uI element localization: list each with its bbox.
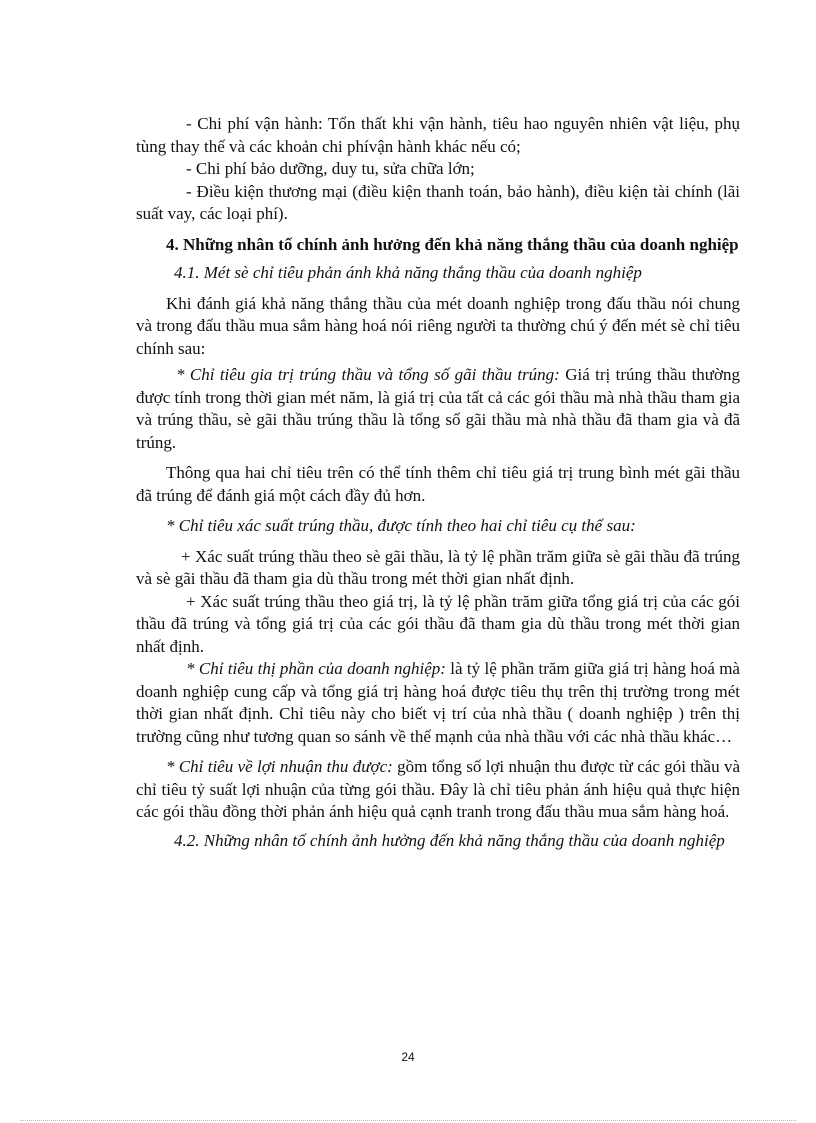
- paragraph-probability-by-value: + Xác suất trúng thầu theo giá trị, là tỷ lệ phần trăm giữa tổng giá trị của các gói thầu đã trúng và tổng giá trị của các gói thầu đã tham gia dù thầu trong mét thời gian nhất định.: [136, 591, 740, 656]
- paragraph-maintenance-cost: - Chi phí bảo dưỡng, duy tu, sửa chữa lớn;: [186, 159, 475, 178]
- paragraph-probability-heading: * Chỉ tiêu xác suất trúng thầu, được tính theo hai chỉ tiêu cụ thể sau:: [166, 516, 636, 535]
- criterion-label-market-share: * Chỉ tiêu thị phần của doanh nghiệp:: [186, 659, 446, 678]
- criterion-text-winning-value: Giá trị trúng thầu thường được tính trong thời gian mét năm, là giá trị của tất cả các gói thầu mà nhà thầu tham gia và trúng thầu, sè gãi thầu trúng thầu là tổng số gãi thầu mà nhà thầu đã tham gia và đã trúng.: [136, 365, 740, 452]
- paragraph-operating-cost: - Chi phí vận hành: Tổn thất khi vận hành, tiêu hao nguyên nhiên vật liệu, phụ tùng thay thế và các khoản chi phívận hành khác nếu có;: [136, 114, 740, 156]
- page-number: 24: [401, 1050, 415, 1064]
- criterion-label-winning-value: * Chỉ tiêu gia trị trúng thầu và tổng số gãi thầu trúng:: [176, 365, 560, 384]
- paragraph-market-share: [136, 658, 740, 748]
- page-body: [136, 113, 740, 852]
- criterion-text-market-share: là tỷ lệ phần trăm giữa giá trị hàng hoá mà doanh nghiệp cung cấp và tổng giá trị hàng hoá được tiêu thụ trên thị trường trong mét thời gian nhất định. Chỉ tiêu này cho biết vị trí của nhà thầu ( doanh nghiệp ) trên thị trường cũng như tương quan so sánh về thế mạnh của nhà thầu với các nhà thầu khác…: [136, 659, 740, 746]
- paragraph-profit: [136, 756, 740, 824]
- criterion-label-profit: * Chỉ tiêu về lợi nhuận thu được:: [166, 757, 393, 776]
- paragraph-probability-by-count: + Xác suất trúng thầu theo sè gãi thầu, là tỷ lệ phần trăm giữa sè gãi thầu đã trúng và sè gãi thầu đã tham gia dù thầu trong mét thời gian nhất định.: [136, 546, 740, 588]
- paragraph-average-value: Thông qua hai chỉ tiêu trên có thể tính thêm chỉ tiêu giá trị trung bình mét gãi thầu đã trúng để đánh giá một cách đầy đủ hơn.: [136, 463, 740, 505]
- section-heading-4: 4. Những nhân tố chính ảnh hưởng đến khả năng thắng thầu của doanh nghiệp: [166, 234, 739, 254]
- paragraph-commercial-terms: - Điều kiện thương mại (điều kiện thanh toán, bảo hành), điều kiện tài chính (lãi suất vay, các loại phí).: [136, 181, 740, 223]
- paragraph-winning-value: [136, 364, 740, 454]
- paragraph-intro-criteria: Khi đánh giá khả năng thắng thầu của mét doanh nghiệp trong đấu thầu nói chung và trong đấu thầu mua sắm hàng hoá nói riêng người ta thường chú ý đến mét sè chỉ tiêu chính sau:: [136, 293, 740, 358]
- subsection-heading-4-1: 4.1. Mét sè chỉ tiêu phản ánh khả năng thắng thầu của doanh nghiệp: [174, 263, 642, 282]
- criterion-text-profit: gồm tổng số lợi nhuận thu được từ các gói thầu và chỉ tiêu tỷ suất lợi nhuận của từng gói thầu. Đây là chỉ tiêu phản ánh hiệu quả thực hiện các gói thầu đồng thời phản ánh hiệu quả cạnh tranh trong đấu thầu mua sắm hàng hoá.: [136, 757, 740, 821]
- page-bottom-border: [20, 1120, 796, 1121]
- subsection-heading-4-2: 4.2. Những nhân tố chính ảnh hưởng đến khả năng thắng thầu của doanh nghiệp: [174, 830, 725, 850]
